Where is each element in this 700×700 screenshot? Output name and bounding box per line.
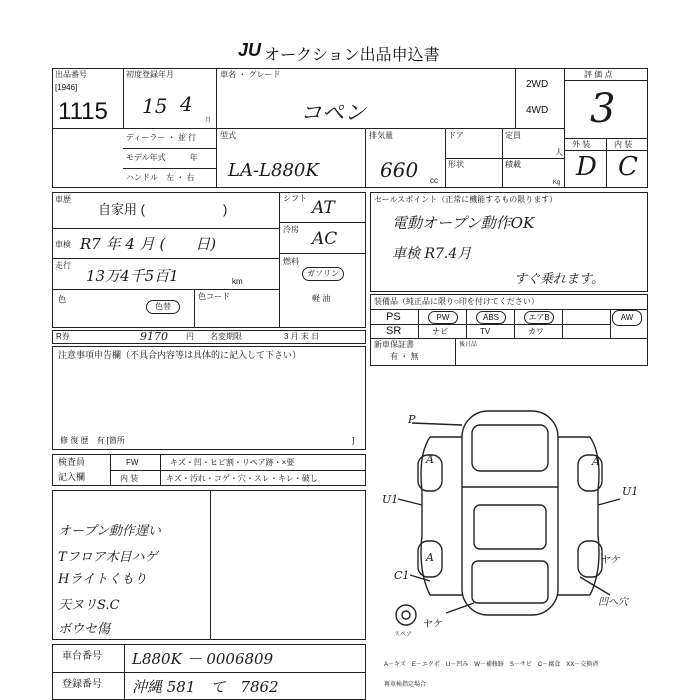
mileage-value: 13万4千5百1 (86, 267, 179, 285)
equip-abs: ABS (476, 311, 506, 324)
exterior-grade: D (576, 152, 597, 182)
color-chip: 色替 (146, 300, 180, 314)
interior-items: キズ・汚れ・コゲ・穴・スレ・キレ・破し (166, 474, 318, 483)
sales-point-label: セールスポイント（正常に機能するもの限ります） (374, 195, 558, 204)
shift-value: AT (312, 198, 335, 218)
equip-pw: PW (428, 311, 458, 324)
equip-airbag: エアB (524, 311, 554, 324)
capacity-unit: 人 (555, 148, 563, 157)
exterior-label: 外 装 (572, 140, 591, 149)
deadline-value: 3 月 末 日 (284, 332, 320, 341)
repair-bracket: ] (352, 436, 355, 445)
reg-label: 登録番号 (62, 679, 102, 690)
note-2: Tフロア木目ハゲ (58, 550, 158, 565)
equip-tv: TV (480, 327, 491, 336)
logo: JU (238, 40, 262, 60)
first-reg-year: 15 (142, 94, 168, 118)
mileage-label: 走行 (55, 261, 71, 270)
fw-items: キズ・凹・ヒビ割・リペア跡・×要 (170, 458, 295, 467)
grade-value: 3 (590, 86, 616, 132)
recycle-amount: 9170 (140, 330, 168, 343)
first-reg-label: 初度登録年月 (126, 70, 174, 79)
handle-label: ハンドル 左 ・ 右 (126, 173, 195, 182)
shift-label: シフト (283, 194, 307, 203)
usage-label: 車歴 (55, 195, 71, 204)
reg-value: 沖縄 581 て 7862 (132, 678, 279, 696)
note-3: Hライトくもり (58, 572, 147, 587)
notes-block (52, 346, 366, 450)
usage-value: 自家用 ( ) (98, 202, 228, 217)
new-car-label: 新車保証書 (374, 340, 414, 349)
displacement-label: 排気量 (369, 131, 393, 140)
inspector-label: 検査員 (58, 457, 86, 467)
shape-label: 形状 (448, 160, 464, 169)
equip-ps: PS (386, 311, 401, 323)
cc-unit: cc (430, 176, 438, 185)
grade-label: 評 価 点 (584, 70, 613, 79)
load-label: 積載 (505, 160, 521, 169)
entry-label: 記入欄 (58, 472, 86, 482)
mark-dent-hole: 凹へ穴 (598, 597, 628, 608)
listing-no-label: 出品番号 (55, 70, 87, 79)
interior-grade: C (618, 152, 638, 182)
diagram-legend: A－キズ E－エクボ U－凹み W－補修跡 S－サビ C－腐食 XX－交換済 (384, 662, 599, 668)
type-label: 型式 (220, 131, 236, 140)
drive-2wd: 2WD (526, 79, 549, 90)
change-label: 名変期限 (210, 332, 242, 341)
car-diagram (370, 395, 650, 645)
legend-2: 再車検指定場合 (384, 682, 427, 688)
model-year-label: モデル年式 年 (126, 153, 198, 162)
first-reg-month: 4 (180, 92, 193, 116)
spare-label: スペア (394, 631, 413, 638)
interior-check-label: 内 装 (120, 474, 139, 483)
inspection-label: 車検 (55, 240, 71, 249)
note-4: 天ヌリS.C (58, 598, 120, 613)
chassis-value: L880K － 0006809 (132, 650, 274, 668)
fuel-light: 軽 油 (312, 294, 331, 303)
mark-yake-1: ヤケ (422, 619, 442, 630)
repair-label: 修 復 歴 有 [箇所 (60, 436, 125, 445)
sales-line-1: 電動オープン動作OK (392, 214, 535, 232)
car-name: コペン (300, 101, 367, 126)
mark-a-1: A (426, 453, 434, 466)
equip-sr: SR (386, 325, 402, 337)
other-label: 後日品 (459, 342, 478, 348)
drive-4wd: 4WD (526, 105, 549, 116)
equipment-label: 装備品（純正品に限り○印を付けてください） (374, 297, 539, 306)
car-name-label: 車名 ・ グレード (220, 70, 281, 79)
mark-a-2: A (592, 455, 600, 468)
color-label: 色 (58, 295, 66, 304)
mark-u1-right: U1 (622, 485, 639, 498)
sales-point-block (370, 192, 648, 292)
mark-u1-left: U1 (382, 493, 399, 506)
equip-navi: ナビ (432, 327, 448, 336)
note-5: ボウセ傷 (58, 622, 111, 637)
listing-no-small: [1946] (55, 83, 78, 92)
page-title: オークション出品申込書 (264, 47, 440, 64)
color-code-label: 色コード (198, 292, 230, 301)
mark-yake-2: ヤケ (600, 555, 620, 566)
inspection-value: R7 年 4 月 ( 日) (80, 235, 217, 253)
sales-line-3: すぐ乗れます。 (514, 272, 604, 287)
month-unit: 月 (205, 118, 212, 124)
mark-c1: C1 (394, 569, 410, 582)
type-value: LA-L880K (228, 160, 319, 181)
fuel-label: 燃料 (283, 257, 299, 266)
notes-label: 注意事項申告欄（不具合内容等は具体的に記入して下さい） (58, 350, 302, 360)
interior-label: 内 装 (614, 140, 633, 149)
note-1: オープン動作遅い (58, 524, 161, 539)
yen-unit: 円 (186, 332, 194, 341)
sales-line-2: 車検 R7.4月 (392, 246, 472, 262)
new-car-value: 有 ・ 無 (390, 352, 419, 361)
displacement-value: 660 (380, 158, 419, 182)
door-label: ドア (448, 131, 464, 140)
capacity-label: 定員 (505, 131, 521, 140)
fuel-gas: ガソリン (302, 267, 344, 281)
ac-label: 冷房 (283, 225, 299, 234)
dealer-label: ディーラー ・ 並 行 (126, 133, 197, 142)
mark-a-3: A (426, 551, 434, 564)
equip-aw: AW (612, 310, 642, 326)
mark-p: P (408, 413, 416, 426)
fw-label: FW (126, 458, 139, 467)
load-unit: Kg (553, 180, 561, 186)
ac-value: AC (312, 229, 338, 249)
listing-no: 1115 (58, 98, 108, 125)
mileage-unit: km (232, 277, 243, 286)
equip-leather: カワ (528, 327, 544, 336)
recycle-label: R券 (56, 332, 70, 341)
chassis-label: 車台番号 (62, 651, 102, 662)
